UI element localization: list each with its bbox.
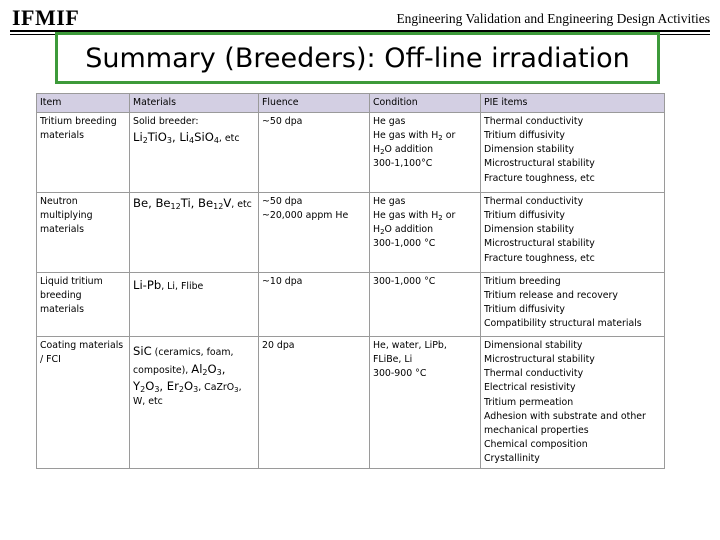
cell-materials	[130, 113, 259, 193]
condition-line: 300-1,000 °C	[373, 238, 436, 250]
cell-materials	[130, 337, 259, 469]
pie-item: Electrical resistivity	[484, 382, 576, 394]
pie-item: Compatibility structural materials	[484, 318, 642, 330]
fluence-line: ~10 dpa	[262, 276, 303, 288]
table-header-row	[37, 94, 665, 113]
cell-fluence	[259, 273, 370, 337]
col-header-fluence: Fluence	[259, 94, 370, 113]
pie-item: Microstructural stability	[484, 354, 595, 366]
table-row	[37, 337, 665, 469]
cell-condition	[370, 273, 481, 337]
condition-line: He gas	[373, 196, 406, 208]
condition-formula: He gas with $H_2$ or $H_2O$ addition	[373, 130, 456, 157]
cell-materials	[130, 193, 259, 273]
fluence-line: ~50 dpa	[262, 116, 303, 128]
col-header-item: Item	[37, 94, 130, 113]
pie-item: Tritium breeding	[484, 276, 561, 288]
materials-formula: SiC (ceramics, foam, composite), $Al_2O_3$, $Y_2O_3$, $Er_2O_3$, CaZrO$_3$, W, etc	[133, 344, 242, 408]
slide-title: Summary (Breeders): Off-line irradiation	[85, 42, 630, 74]
fluence-line: ~20,000 appm He	[262, 210, 349, 222]
condition-line: 300-900 °C	[373, 368, 427, 380]
condition-line: He gas	[373, 116, 406, 128]
table-row	[37, 273, 665, 337]
pie-item: Microstructural stability	[484, 158, 595, 170]
fluence-line: ~50 dpa	[262, 196, 303, 208]
pie-item: Crystallinity	[484, 452, 540, 464]
col-header-materials: Materials	[130, 94, 259, 113]
pie-item: Tritium release and recovery	[484, 290, 618, 302]
pie-item: Dimensional stability	[484, 340, 583, 352]
cell-materials	[130, 273, 259, 337]
pie-item: Thermal conductivity	[484, 196, 584, 208]
condition-line: 300-1,000 °C	[373, 276, 436, 288]
summary-table	[36, 93, 665, 469]
condition-formula: He gas with $H_2$ or $H_2O$ addition	[373, 210, 456, 237]
pie-item: Tritium diffusivity	[484, 210, 565, 222]
cell-item: Tritium breeding materials	[37, 113, 130, 193]
cell-pie-items	[481, 337, 665, 469]
cell-pie-items	[481, 273, 665, 337]
title-box	[55, 32, 660, 84]
materials-formula: Li-Pb, Li, Flibe	[133, 278, 204, 293]
cell-condition	[370, 337, 481, 469]
cell-fluence	[259, 193, 370, 273]
pie-item: Fracture toughness, etc	[484, 252, 595, 264]
cell-item: Neutron multiplying materials	[37, 193, 130, 273]
pie-item: Chemical composition	[484, 438, 588, 450]
pie-item: Adhesion with substrate and other mechanical properties	[484, 410, 646, 436]
table-row	[37, 113, 665, 193]
pie-item: Dimension stability	[484, 144, 575, 156]
pie-item: Tritium permeation	[484, 396, 574, 408]
pie-item: Microstructural stability	[484, 238, 595, 250]
materials-prefix: Solid breeder:	[133, 116, 199, 128]
cell-fluence	[259, 113, 370, 193]
pie-item: Tritium diffusivity	[484, 304, 565, 316]
pie-item: Tritium diffusivity	[484, 130, 565, 142]
materials-formula: $Li_2TiO_3$, $Li_4SiO_4$, etc	[133, 130, 240, 146]
cell-condition	[370, 193, 481, 273]
cell-condition	[370, 113, 481, 193]
header-subtitle: Engineering Validation and Engineering Design Activities	[396, 11, 710, 26]
condition-line: He, water, LiPb, FLiBe, Li	[373, 340, 447, 366]
pie-item: Dimension stability	[484, 224, 575, 236]
cell-item: Coating materials / FCI	[37, 337, 130, 469]
pie-item: Fracture toughness, etc	[484, 172, 595, 184]
fluence-line: 20 dpa	[262, 340, 295, 352]
col-header-pie-items: PIE items	[481, 94, 665, 113]
condition-line: 300-1,100°C	[373, 158, 433, 170]
materials-formula: Be, $Be_{12}Ti$, $Be_{12}V$, etc	[133, 196, 252, 212]
cell-item: Liquid tritium breeding materials	[37, 273, 130, 337]
cell-pie-items	[481, 113, 665, 193]
cell-pie-items	[481, 193, 665, 273]
header-logo-text: IFMIF	[12, 5, 80, 30]
cell-fluence	[259, 337, 370, 469]
table-row	[37, 193, 665, 273]
pie-item: Thermal conductivity	[484, 368, 584, 380]
pie-item: Thermal conductivity	[484, 116, 584, 128]
col-header-condition: Condition	[370, 94, 481, 113]
